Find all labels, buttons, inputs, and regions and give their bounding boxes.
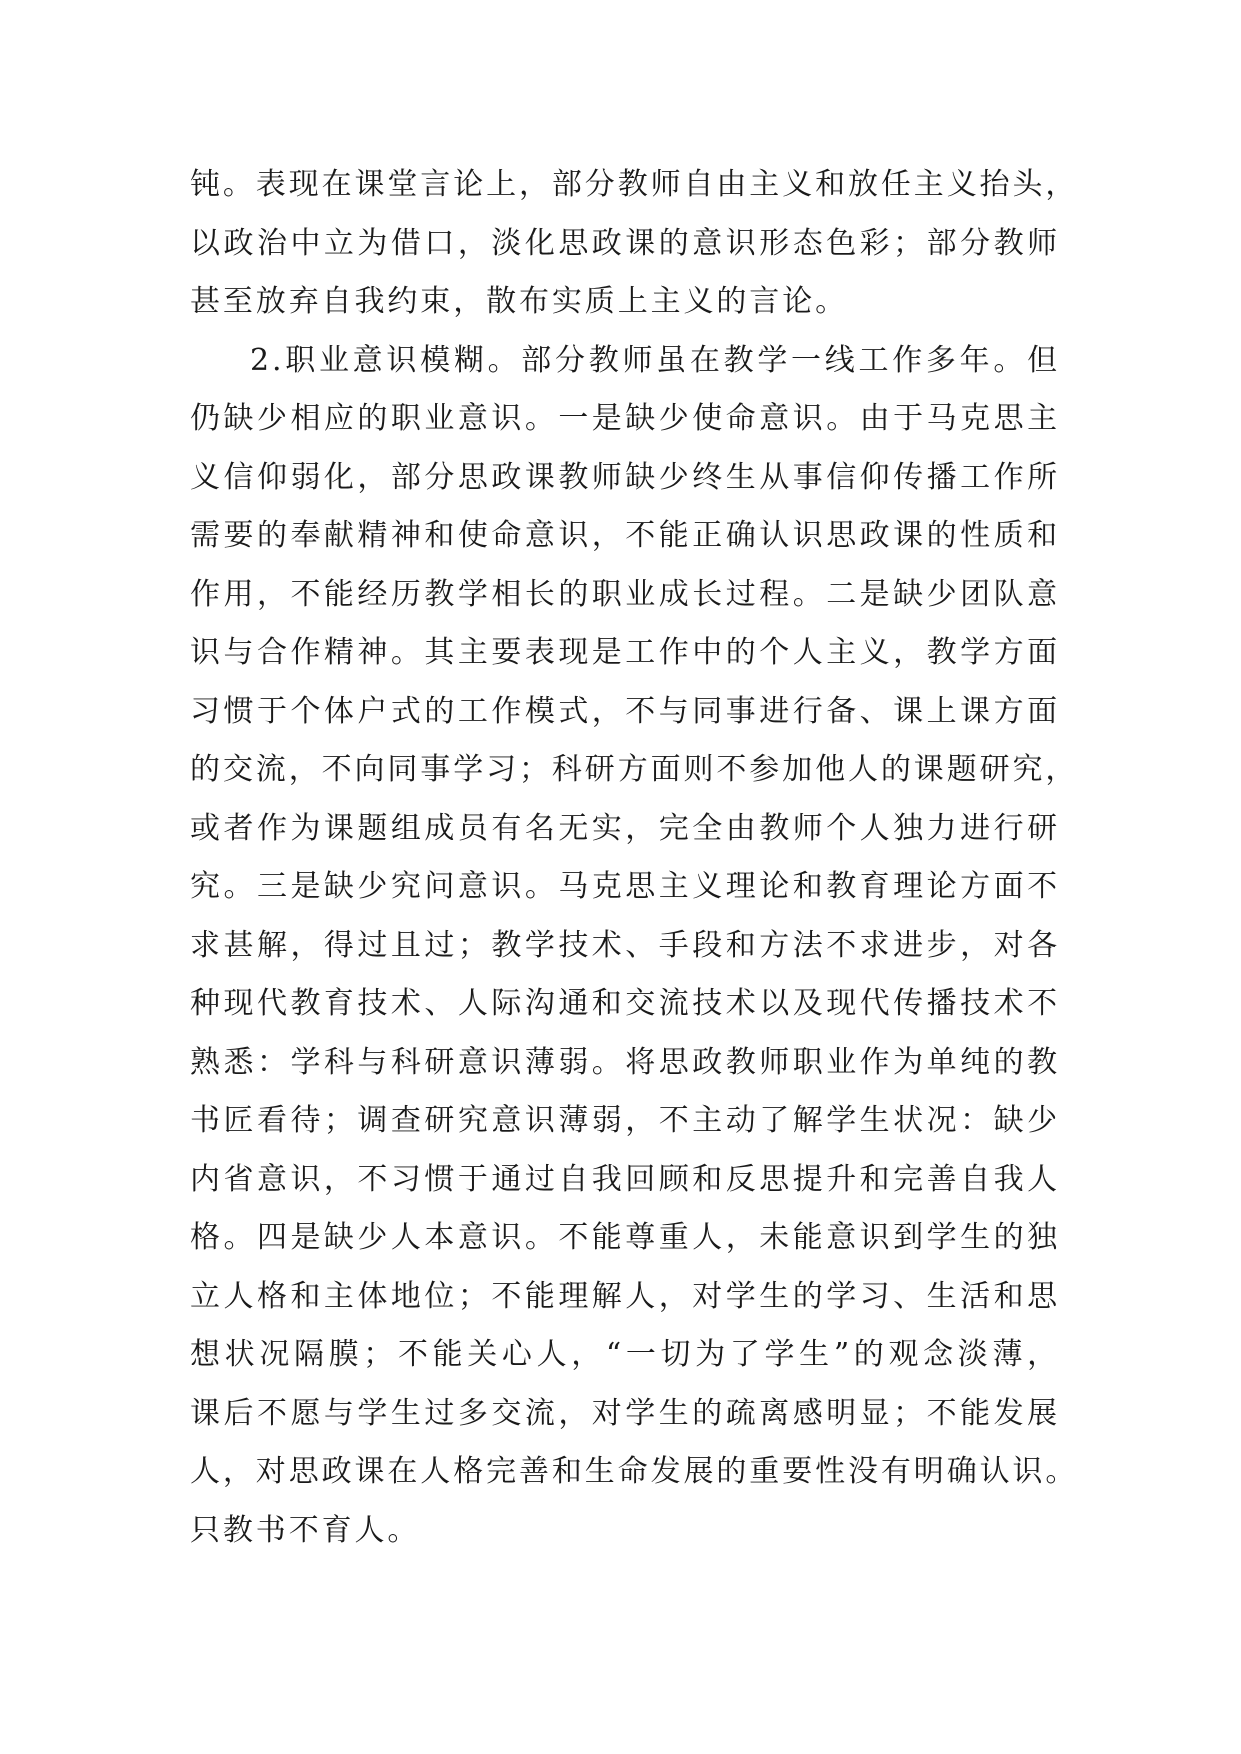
text-line: 课后不愿与学生过多交流，对学生的疏离感明显；不能发展 xyxy=(190,1395,1060,1431)
text-line: 立人格和主体地位；不能理解人，对学生的学习、生活和思 xyxy=(190,1278,1060,1314)
text-line: 习惯于个体户式的工作模式，不与同事进行备、课上课方面 xyxy=(190,693,1060,729)
text-line: 仍缺少相应的职业意识。一是缺少使命意识。由于马克思主 xyxy=(190,401,1060,436)
text-line: 义信仰弱化，部分思政课教师缺少终生从事信仰传播工作所 xyxy=(190,459,1060,495)
text-line: 书匠看待；调查研究意识薄弱，不主动了解学生状况：缺少 xyxy=(190,1103,1060,1138)
text-line: 识与合作精神。其主要表现是工作中的个人主义，教学方面 xyxy=(190,635,1060,670)
text-line: 只教书不育人。 xyxy=(190,1512,421,1548)
text-line: 以政治中立为借口，淡化思政课的意识形态色彩；部分教师 xyxy=(190,225,1060,261)
text-line: 种现代教育技术、人际沟通和交流技术以及现代传播技术不 xyxy=(190,986,1060,1021)
text-line: 或者作为课题组成员有名无实，完全由教师个人独力进行研 xyxy=(190,810,1060,846)
text-line: 想状况隔膜；不能关心人，“一切为了学生”的观念淡薄， xyxy=(190,1337,1060,1372)
text-line: 熟悉：学科与科研意识薄弱。将思政教师职业作为单纯的教 xyxy=(190,1044,1060,1080)
body-text xyxy=(190,156,1079,1560)
text-line: 甚至放弃自我约束，散布实质上主义的言论。 xyxy=(190,284,848,319)
text-line: 内省意识，不习惯于通过自我回顾和反思提升和完善自我人 xyxy=(190,1161,1060,1197)
text-line: 需要的奉献精神和使命意识，不能正确认识思政课的性质和 xyxy=(190,518,1060,553)
text-line: 作用，不能经历教学相长的职业成长过程。二是缺少团队意 xyxy=(190,576,1060,612)
text-line: 2.职业意识模糊。部分教师虽在教学一线工作多年。但 xyxy=(250,342,1060,378)
text-line: 钝。表现在课堂言论上，部分教师自由主义和放任主义抬头， xyxy=(190,167,1079,202)
text-line: 究。三是缺少究问意识。马克思主义理论和教育理论方面不 xyxy=(190,869,1060,904)
text-line: 求甚解，得过且过；教学技术、手段和方法不求进步，对各 xyxy=(190,927,1060,963)
text-line: 的交流，不向同事学习；科研方面则不参加他人的课题研究， xyxy=(190,752,1079,787)
text-line: 人，对思政课在人格完善和生命发展的重要性没有明确认识。 xyxy=(190,1454,1079,1489)
text-line: 格。四是缺少人本意识。不能尊重人，未能意识到学生的独 xyxy=(190,1220,1060,1255)
